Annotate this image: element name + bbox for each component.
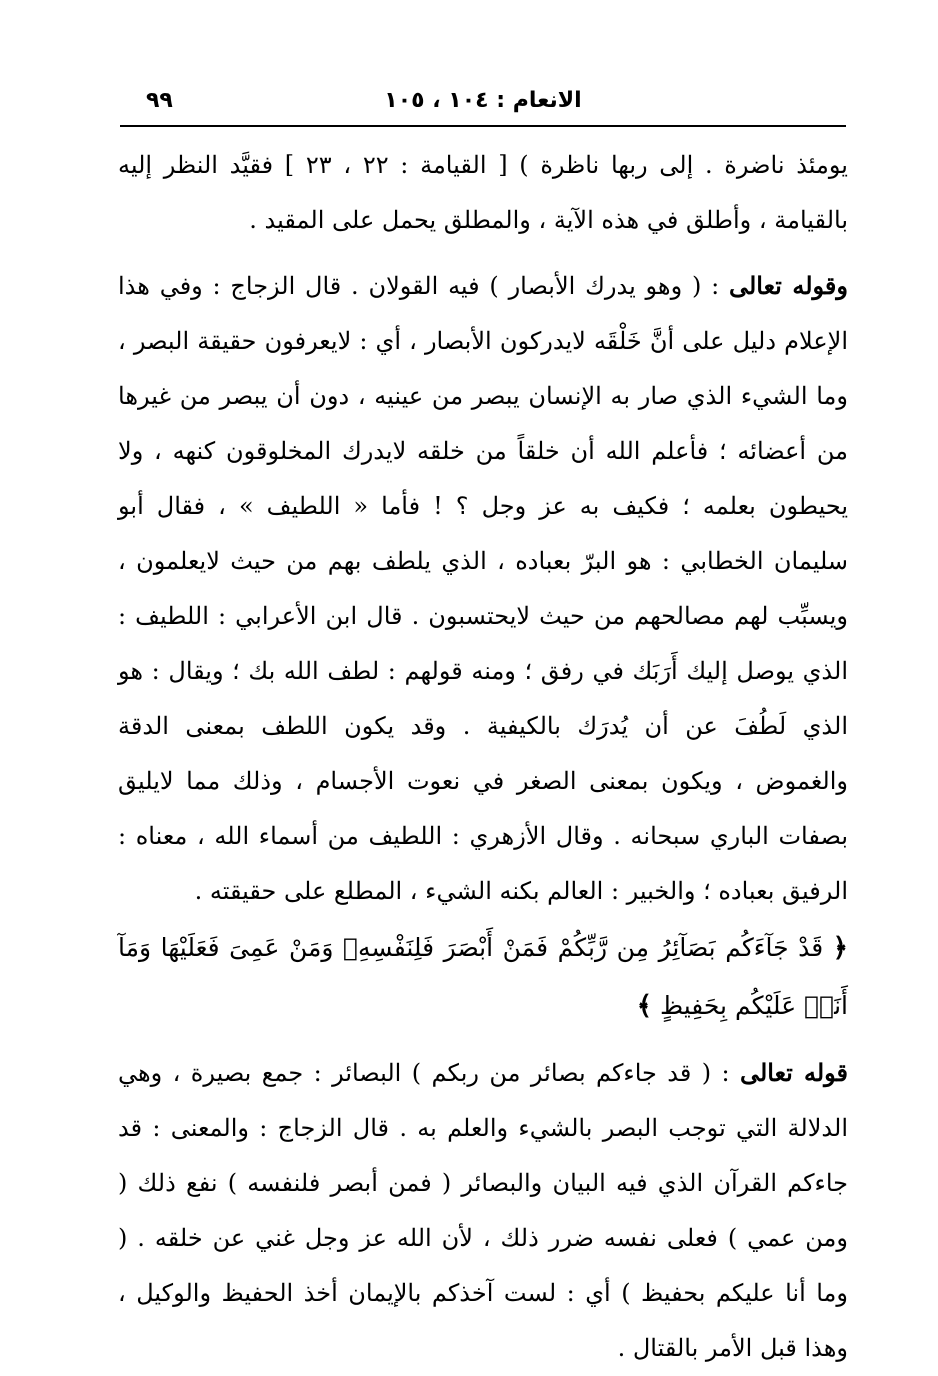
verse-text: قَدْ جَآءَكُم بَصَآئِرُ مِن رَّبِّكُمْ فَمَنْ أَبْصَرَ فَلِنَفْسِهِۦ وَمَنْ عَمِىَ فَعَلَيْهَا وَمَآ أَنَا۠ عَلَيْكُم بِحَفِيظٍ [118,933,848,1020]
paragraph-intro-text: يومئذ ناضرة . إلى ربها ناظرة ) [ القيامة : ٢٢ ، ٢٣ ] فقيَّد النظر إليه بالقيامة ، وأطلق في هذه الآية ، والمطلق يحمل على المقيد . [118,151,848,234]
paragraph-intro [118,138,848,248]
page-header [120,82,846,122]
paragraph-tafsir-text: : ( وهو يدرك الأبصار ) فيه القولان . قال الزجاج : وفي هذا الإعلام دليل على أنَّ خَلْقَه لايدركون الأبصار ، أي : لايعرفون حقيقة البصر ، وما الشيء الذي صار به الإنسان يبصر من عينيه ، دون أن يبصر من غيرها من أعضائه ؛ فأعلم الله أن خلقاً من خلقه لايدرك المخلوقون كنهه ، ولا يحيطون بعلمه ؛ فكيف به عز وجل ؟ ! فأما « اللطيف » ، فقال أبو سليمان الخطابي : هو البرّ بعباده ، الذي يلطف بهم من حيث لايعلمون ، ويسبِّب لهم مصالحهم من حيث لايحتسبون . قال ابن الأعرابي : اللطيف : الذي يوصل إليك أَرَبَك في رفق ؛ ومنه قولهم : لطف الله بك ؛ ويقال : هو الذي لَطُفَ عن أن يُدرَك بالكيفية . وقد يكون اللطف بمعنى الدقة والغموض ، ويكون بمعنى الصغر في نعوت الأجسام ، وذلك مما لايليق بصفات الباري سبحانه . وقال الأزهري : اللطيف من أسماء الله ، معناه : الرفيق بعباده ؛ والخبير : العالم بكنه الشيء ، المطلع على حقيقته . [118,272,848,905]
header-rule [120,125,846,127]
commentary-lead: قوله تعالى [739,1058,849,1087]
body-text [118,138,848,1376]
page-number: ٩٩ [146,88,173,113]
paragraph-lead: وقوله تعالى [728,271,848,300]
paragraph-gap [118,248,848,258]
paragraph-commentary [118,1045,848,1376]
verse-open-bracket: ﴿ [832,933,848,963]
commentary-text: : ( قد جاءكم بصائر من ربكم ) البصائر : جمع بصيرة ، وهي الدلالة التي توجب البصر بالشيء والعلم به . قال الزجاج : والمعنى : قد جاءكم القرآن الذي فيه البيان والبصائر ( فمن أبصر فلنفسه ) نفع ذلك ( ومن عمي ) فعلى نفسه ضرر ذلك ، لأن الله عز وجل غني عن خلقه . ( وما أنا عليكم بحفيظ ) أي : لست آخذكم بالإيمان أخذ الحفيظ والوكيل ، وهذا قبل الأمر بالقتال . [118,1059,848,1362]
running-title: الانعام : ١٠٤ ، ١٠٥ [384,88,582,113]
paragraph-tafsir-latif [118,258,848,919]
paragraph-gap [118,1035,848,1045]
quran-verse [118,919,848,1035]
verse-close-bracket: ﴾ [636,991,653,1021]
